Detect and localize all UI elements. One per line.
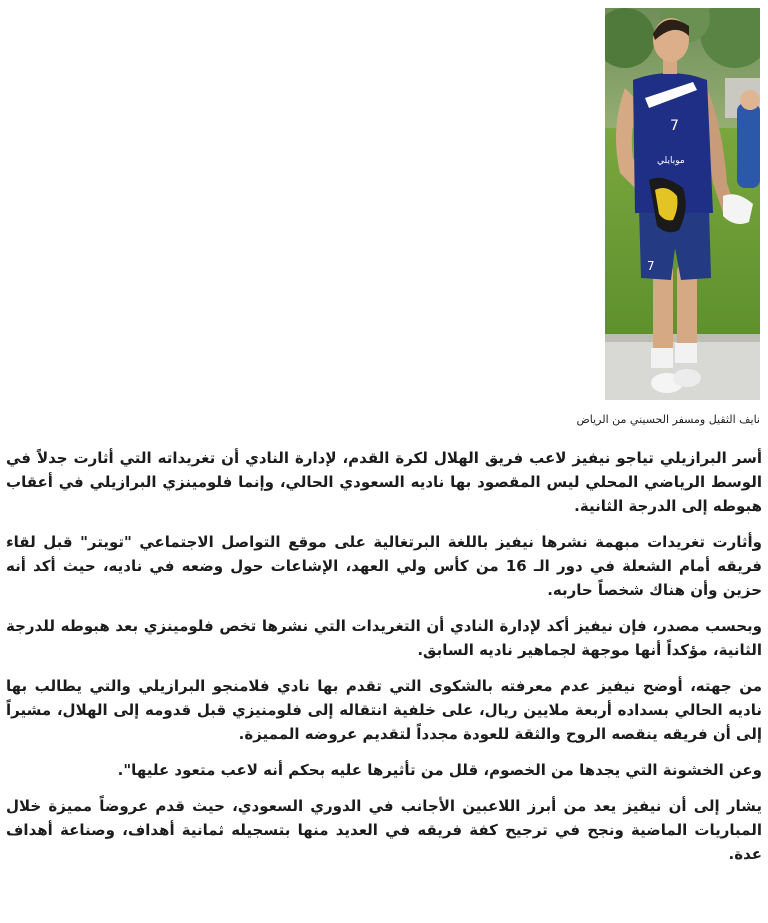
article-paragraph: وعن الخشونة التي يجدها من الخصوم، قلل من تأثيرها عليه بحكم أنه لاعب متعود عليها". bbox=[117, 761, 762, 779]
player-photo bbox=[605, 8, 760, 400]
article-paragraph: وأثارت تغريدات مبهمة نشرها نيفيز باللغة البرتغالية على موقع التواصل الاجتماعي "تويتر" قبل لقاء فريقه أمام الشعلة في دور الـ 16 من كأس ولي العهد، الإشاعات حول وضعه في ناديه، حيث أكد أنه حزين وأن هناك شخصاً حاربه. bbox=[6, 533, 762, 599]
jersey-sponsor: موبايلي bbox=[657, 156, 685, 166]
photo-credit: نايف الثقيل ومسفر الحسيني من الرياض bbox=[576, 413, 760, 426]
svg-text:7: 7 bbox=[670, 118, 679, 134]
article-paragraph: يشار إلى أن نيفيز يعد من أبرز اللاعبين الأجانب في الدوري السعودي، حيث قدم عروضاً مميزة خلال المباريات الماضية ونجح في ترجيح كفة فريقه في العديد منها بتسجيله ثمانية أهداف، وصناعة أهداف عدة. bbox=[6, 797, 762, 863]
article-paragraph: وبحسب مصدر، فإن نيفيز أكد لإدارة النادي أن التغريدات التي نشرها تخص فلومينزي بعد هبوطه للدرجة الثانية، مؤكداً أنها موجهة لجماهير ناديه السابق. bbox=[6, 617, 762, 659]
article-photo bbox=[605, 8, 760, 400]
article-body bbox=[6, 446, 762, 878]
svg-text:7: 7 bbox=[647, 259, 655, 273]
article-paragraph: من جهته، أوضح نيفيز عدم معرفته بالشكوى التي تقدم بها نادي فلامنجو البرازيلي والتي يطالب بها ناديه الحالي بسداده أربعة ملايين ريال، على خلفية انتقاله إلى فلومنيزي قبل قدومه إلى الهلال، مشيراً إلى أن فريقه ينقصه الروح والثقة للعودة مجدداً لتقديم عروضه المميزة. bbox=[6, 677, 762, 743]
article-paragraph: أسر البرازيلي تياجو نيفيز لاعب فريق الهلال لكرة القدم، لإدارة النادي أن تغريداته التي أثارت جدلاً في الوسط الرياضي المحلي ليس المقصود بها ناديه السعودي الحالي، وإنما فلومينزي البرازيلي في أعقاب هبوطه إلى الدرجة الثانية. bbox=[6, 449, 762, 515]
